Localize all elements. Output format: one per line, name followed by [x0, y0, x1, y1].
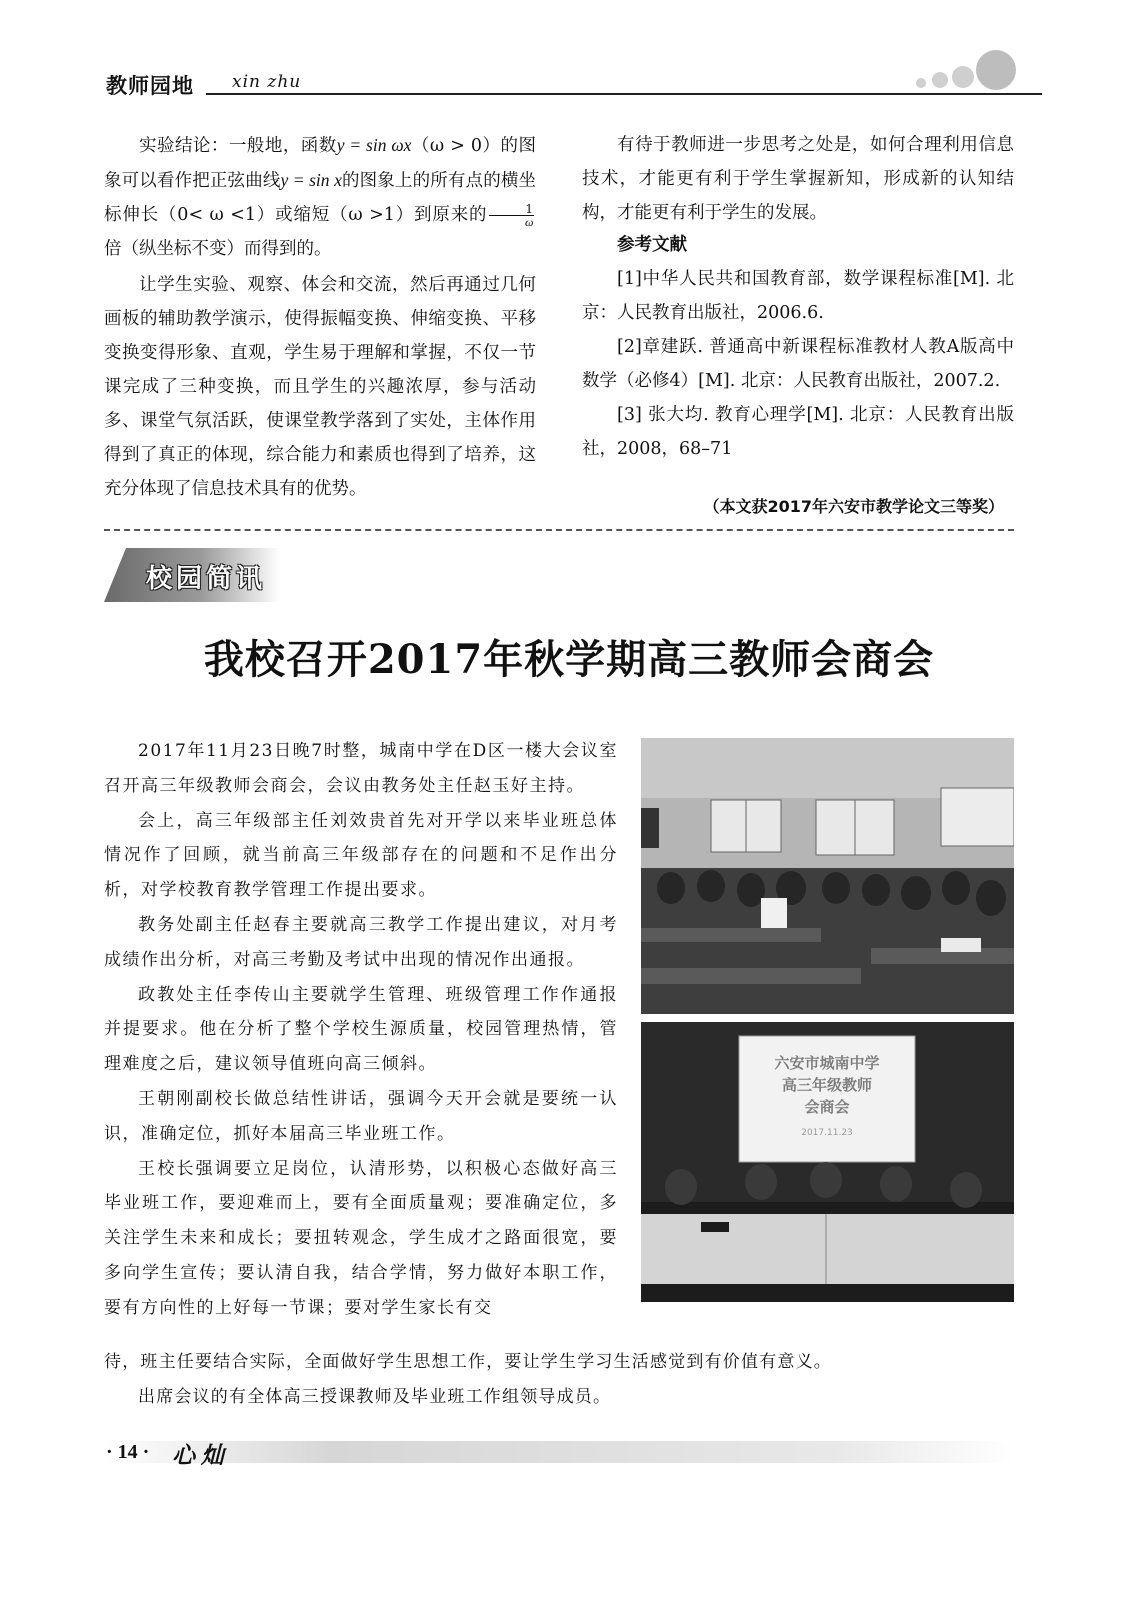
article-left-column [104, 128, 536, 506]
header-dots-decoration [910, 48, 1040, 98]
news-paragraph: 会上，高三年级部主任刘效贵首先对开学以来毕业班总体情况作了回顾，就当前高三年级部存在的问题和不足作出分析，对学校教育教学管理工作提出要求。 [104, 810, 618, 901]
fraction-one-over-omega: $\frac{1}{\omega}$ [489, 203, 534, 228]
formula-y-sin-x: y = sin x [280, 170, 342, 190]
footer-band [104, 1441, 1016, 1463]
screen-title-line1: 六安市城南中学 [774, 1054, 880, 1072]
reference-item: [3] 张大均. 教育心理学[M]. 北京：人民教育出版社，2008，68–71 [582, 405, 1014, 459]
news-paragraph: 政教处主任李传山主要就学生管理、班级管理工作作通报并提要求。他在分析了整个学校生源质量，校园管理热情，管理难度之后，建议领导值班向高三倾斜。 [104, 984, 618, 1075]
news-paragraph: 2017年11月23日晚7时整，城南中学在D区一楼大会议室召开高三年级教师会商会，会议由教务处主任赵玉好主持。 [104, 741, 618, 796]
award-note: （本文获2017年六安市教学论文三等奖） [703, 497, 1004, 516]
page-number: · 14 · [106, 1441, 150, 1463]
news-paragraph: 王校长强调要立足岗位，认清形势，以积极心态做好高三毕业班工作，要迎难而上，要有全面质量观；要准确定位，多关注学生未来和成长；要扭转观念，学生成才之路面很宽，要多向学生宣传；要认清自我，结合学情，努力做好本职工作，要有方向性的上好每一节课；要对学生家长有交 [104, 1158, 618, 1318]
screen-date: 2017.11.23 [801, 1128, 853, 1138]
experiment-paragraph: 让学生实验、观察、体会和交流，然后再通过几何画板的辅助教学演示，使得振幅变换、伸缩变换、平移变换变得形象、直观，学生易于理解和掌握，不仅一节课完成了三种变换，而且学生的兴趣浓厚，参与活动多、课堂气氛活跃，使课堂教学落到了实处，主体作用得到了真正的体现，综合能力和素质也得到了培养，这充分体现了信息技术具有的优势。 [104, 275, 536, 499]
conclusion-paragraph: 实验结论：一般地，函数y = sin ωx（ω > 0）的图象可以看作把正弦曲线y = sin x的图象上的所有点的横坐标伸长（0< ω <1）或缩短（ω >1）到原来的 $\frac{1}{\omega}$ 倍（纵坐标不变）而得到的。 [104, 135, 537, 259]
references-heading: 参考文献 [617, 235, 687, 255]
section-separator [104, 529, 1014, 531]
screen-title-line3: 会商会 [804, 1098, 850, 1116]
header-section-title: 教师园地 [106, 74, 194, 98]
meeting-audience-photo [641, 738, 1014, 1014]
reference-item: [2]章建跃. 普通高中新课程标准教材人教A版高中数学（必修4）[M]. 北京：人民教育出版社，2007.2. [582, 337, 1014, 391]
news-paragraph: 王朝刚副校长做总结性讲话，强调今天开会就是要统一认识，准确定位，抓好本届高三毕业班工作。 [104, 1088, 618, 1144]
news-paragraph-attendees: 出席会议的有全体高三授课教师及毕业班工作组领导成员。 [138, 1386, 612, 1407]
section-banner-title: 校园简讯 [146, 564, 267, 594]
meeting-presidium-photo [641, 1022, 1014, 1302]
formula-y-sin-wx: y = sin ωx [336, 135, 412, 155]
news-title: 我校召开2017年秋学期高三教师会商会 [203, 636, 935, 683]
news-paragraph-continuation: 待，班主任要结合实际，全面做好学生思想工作，要让学生学习生活感觉到有价值有意义。 [104, 1352, 832, 1372]
news-body-continued [104, 1345, 1024, 1415]
magazine-name: 心灿 [172, 1442, 230, 1469]
screen-title-line2: 高三年级教师 [781, 1076, 872, 1094]
article-right-column [582, 128, 1014, 466]
news-body [104, 734, 618, 1326]
news-paragraph: 教务处副主任赵春主要就高三教学工作提出建议，对月考成绩作出分析，对高三考勤及考试中出现的情况作出通报。 [104, 914, 618, 970]
header-subtitle: xin zhu [232, 72, 302, 92]
reference-item: [1]中华人民共和国教育部，数学课程标准[M]. 北京：人民教育出版社，2006.6. [582, 269, 1014, 323]
reflection-paragraph: 有待于教师进一步思考之处是，如何合理利用信息技术，才能更有利于学生掌握新知，形成新的认知结构，才能更有利于学生的发展。 [582, 135, 1014, 223]
